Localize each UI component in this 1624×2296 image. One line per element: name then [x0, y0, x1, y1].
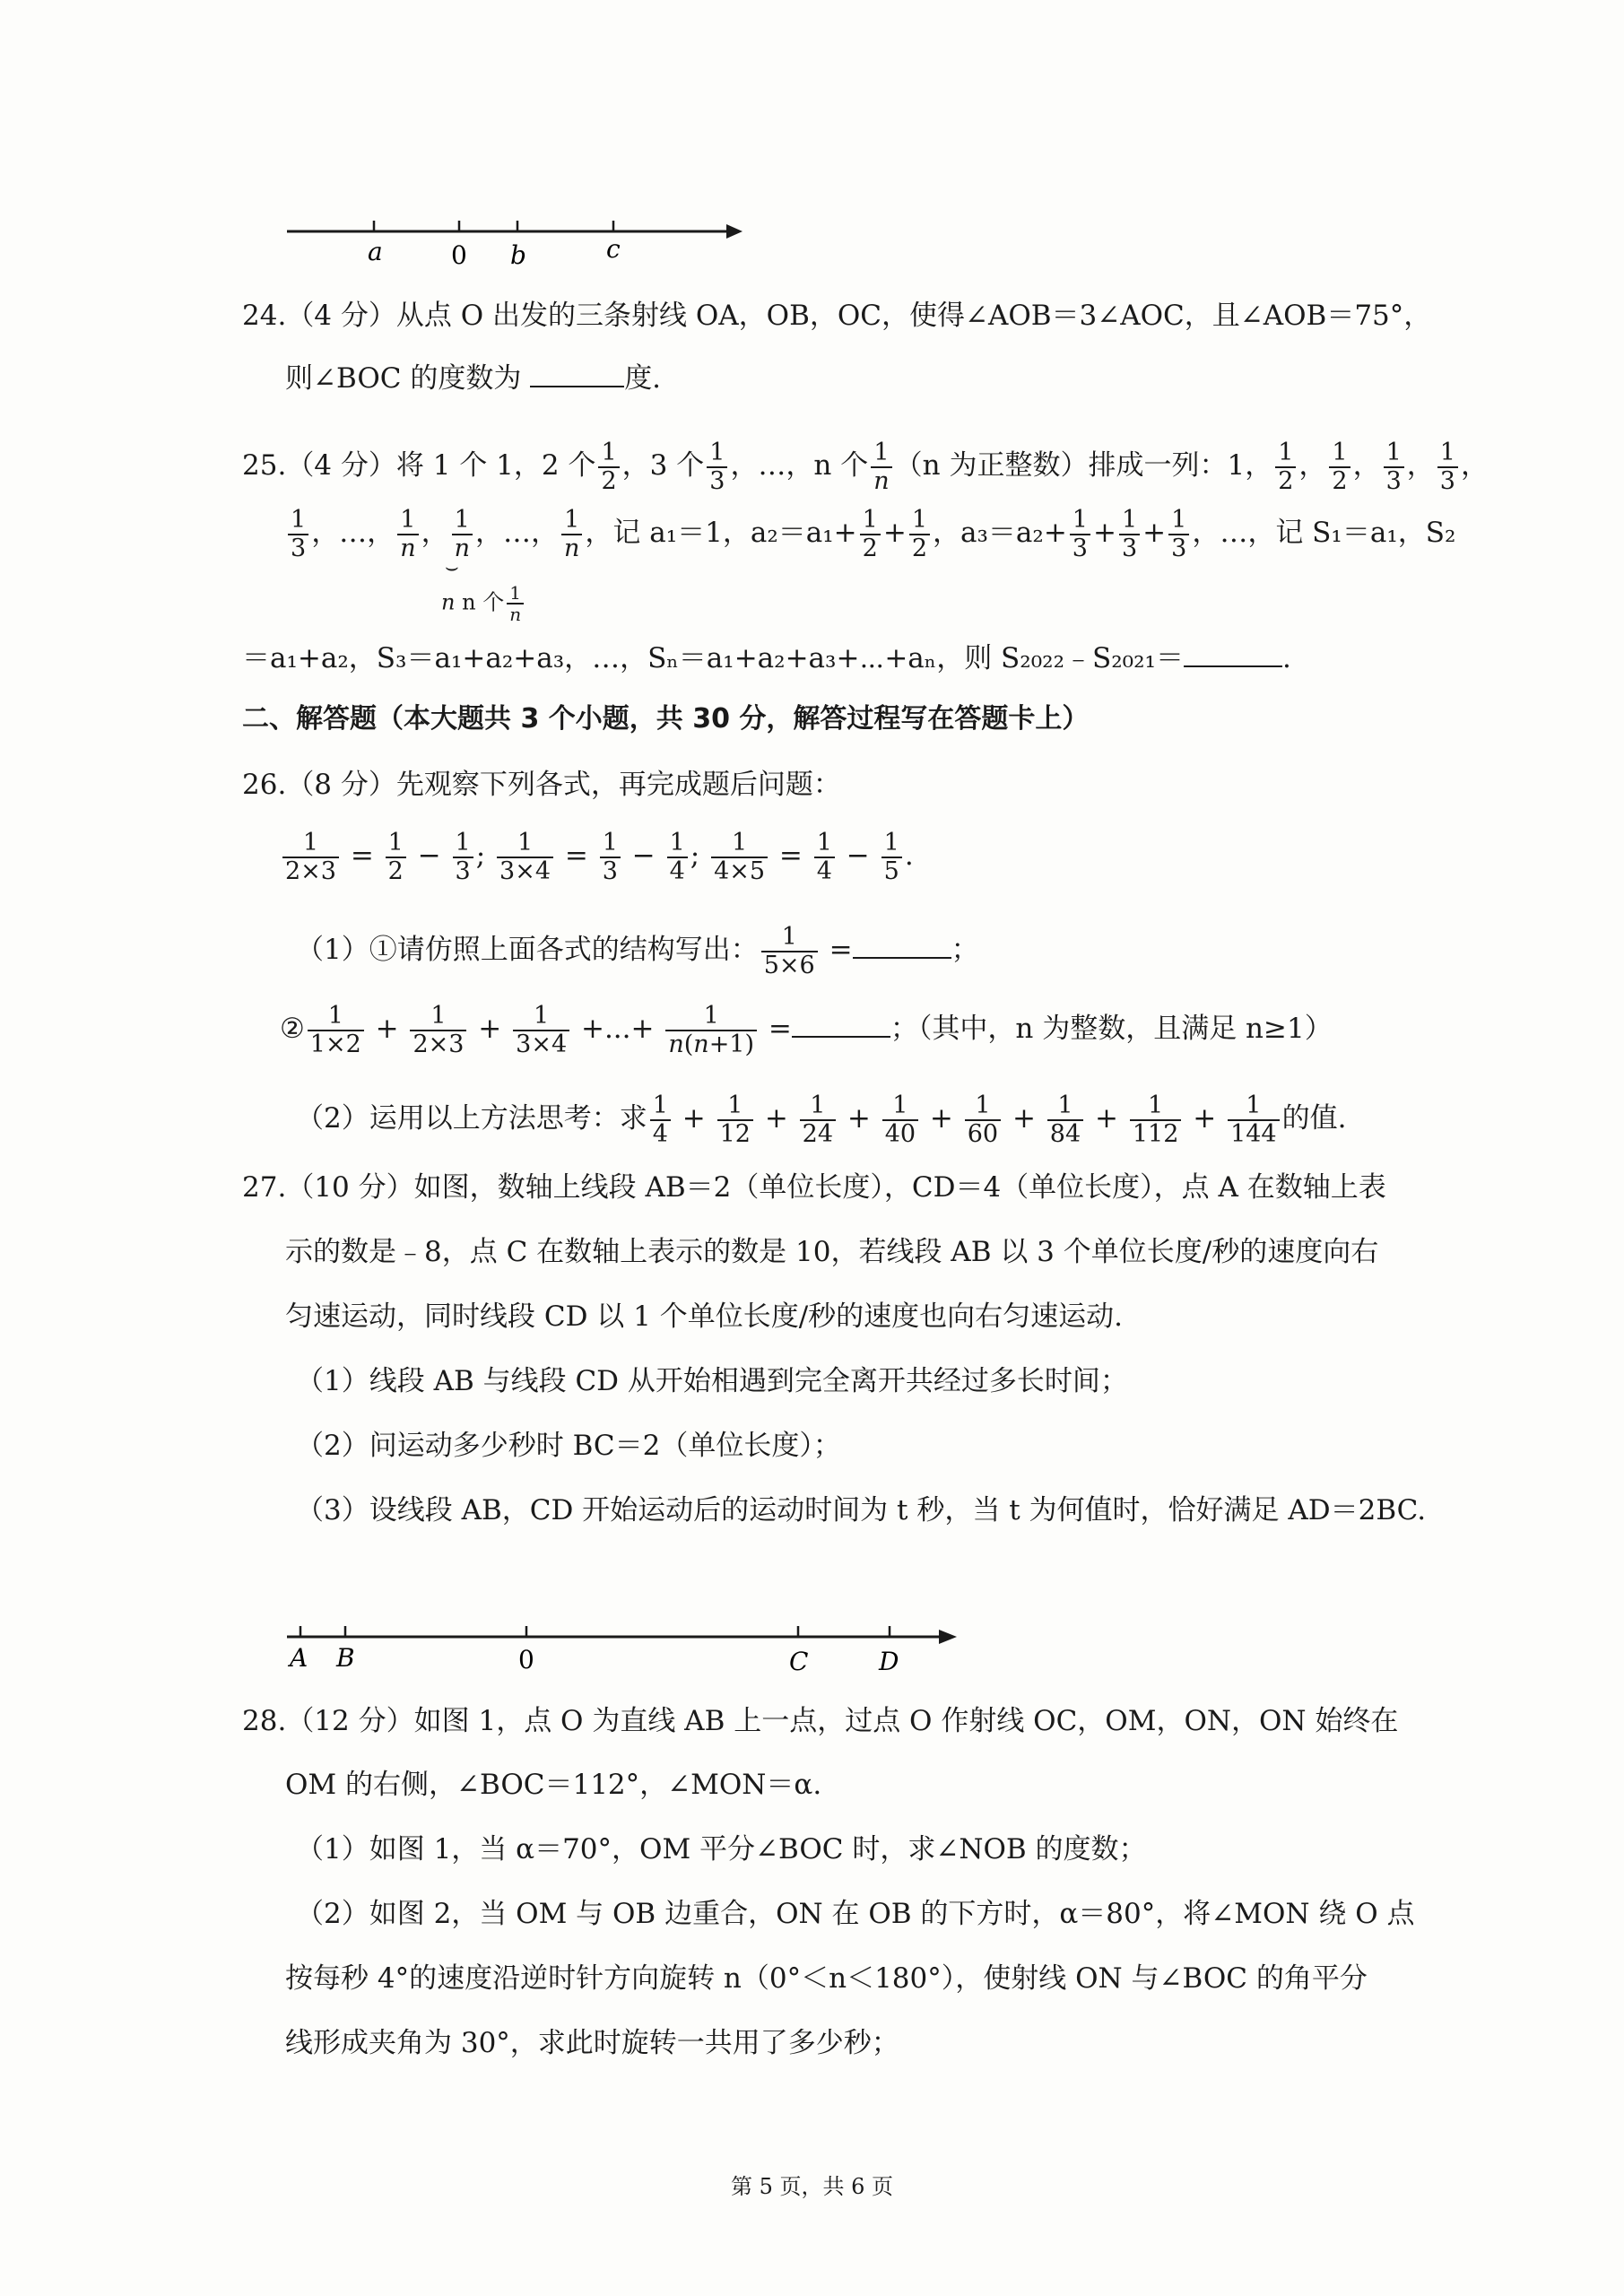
p3-f2: $\frac{1}{12}$ — [717, 1092, 753, 1147]
p3-f8: $\frac{1}{144}$ — [1228, 1092, 1280, 1147]
q27-sub1: （1）线段 AB 与线段 CD 从开始相遇到完全离开共经过多长时间； — [296, 1365, 1128, 1397]
frac-1-3: $\frac{1}{3}$ — [707, 439, 727, 494]
ex2-b: $\frac{1}{4}$ — [667, 830, 688, 884]
q24-text2: 则∠BOC 的度数为 — [285, 362, 522, 395]
q24-line2 — [285, 359, 1442, 398]
frac-1-2: $\frac{1}{2}$ — [598, 439, 619, 494]
tick-label-b: b — [510, 240, 526, 270]
p3-f4: $\frac{1}{40}$ — [882, 1092, 918, 1147]
q25-text-b: ，3 个 — [621, 449, 705, 483]
q25-brace-label: n n 个 $\frac{1}{n}$ — [441, 583, 526, 624]
frac-seq-n2: $\frac{1}{n}$ — [452, 507, 473, 561]
frac-seq-n1: $\frac{1}{n}$ — [397, 507, 418, 561]
q27-number: 27. — [242, 1171, 287, 1204]
q25-answer-blank[interactable] — [1184, 639, 1282, 667]
p3-f6: $\frac{1}{84}$ — [1047, 1092, 1083, 1147]
p2-frac3: $\frac{1}{3\times 4}$ — [513, 1003, 569, 1057]
p3-f7: $\frac{1}{112}$ — [1130, 1092, 1182, 1147]
q28-text1: 如图 1，点 O 为直线 AB 上一点，过点 O 作射线 OC，OM，ON，ON 始终在 — [413, 1705, 1399, 1737]
ex1-a: $\frac{1}{2}$ — [386, 830, 406, 884]
frac-a3-3: $\frac{1}{3}$ — [1168, 507, 1189, 561]
q26-p2-blank[interactable] — [792, 1009, 890, 1038]
q26-part2: ② $\frac{1}{1\times 2}$ + $\frac{1}{2\times 3}$ + $\frac{1}{3\times 4}$ +...+ $\frac{1}{n(n+1)}$ = ；（其中，n 为整数，且满足 n≥1） — [280, 1002, 1333, 1058]
frac-seq-4: $\frac{1}{3}$ — [1437, 439, 1458, 494]
tick-label-B: B — [336, 1643, 355, 1673]
q24-text1: 从点 O 出发的三条射线 OA，OB，OC，使得∠AOB＝3∠AOC，且∠AOB＝75°， — [395, 300, 1432, 332]
q26-p1-blank[interactable] — [853, 930, 951, 959]
ex1-b: $\frac{1}{3}$ — [453, 830, 473, 884]
q25-text-h: ＝a₁+a₂，S₃＝a₁+a₂+a₃，…，Sₙ＝a₁+a₂+a₃+⋯+aₙ，则 S₂₀₂₂﹣S₂₀₂₁＝ — [242, 642, 1184, 674]
q26-p2-note: ；（其中，n 为整数，且满足 n≥1） — [890, 1013, 1333, 1046]
q28-sub1: （1）如图 1，当 α＝70°，OM 平分∠BOC 时，求∠NOB 的度数； — [296, 1833, 1147, 1866]
q25-brace-text: n 个 — [462, 589, 505, 615]
q25-text-f: ，a₃＝a₂+ — [933, 517, 1067, 550]
q26-examples: $\frac{1}{2\times 3}$ = $\frac{1}{2}$ − $\frac{1}{3}$ ; $\frac{1}{3\times 4}$ = $\frac{1}{3}$ − $\frac{1}{4}$ ; $\frac{1}{4\times 5}$ = $\frac{1}{4}$ − $\frac{1}{5}$ . — [280, 830, 1437, 884]
q27-sub3: （3）设线段 AB，CD 开始运动后的运动时间为 t 秒，当 t 为何值时，恰好满足 AD＝2BC. — [296, 1494, 1427, 1526]
frac-seq-2: $\frac{1}{2}$ — [1329, 439, 1350, 494]
q26-p2-label: ② — [280, 1013, 305, 1046]
p1-frac: $\frac{1}{5\times 6}$ — [761, 924, 818, 978]
ex3-lhs: $\frac{1}{4\times 5}$ — [711, 830, 768, 884]
q26-p3-label: （2）运用以上方法思考：求 — [296, 1102, 647, 1135]
q24-text2-end: 度. — [624, 362, 662, 395]
tick-label-D: D — [879, 1647, 899, 1676]
q25-text-a: 将 1 个 1，2 个 — [395, 449, 596, 483]
section-2-heading: 二、解答题（本大题共 3 个小题，共 30 分，解答过程写在答题卡上） — [242, 703, 1090, 735]
q27-sub2: （2）问运动多少秒时 BC＝2（单位长度）； — [296, 1430, 841, 1462]
frac-seq-1: $\frac{1}{2}$ — [1275, 439, 1296, 494]
tick-label-0: 0 — [451, 240, 467, 270]
frac-a2-1: $\frac{1}{2}$ — [860, 507, 881, 561]
p3-f3: $\frac{1}{24}$ — [800, 1092, 836, 1147]
frac-seq-5: $\frac{1}{3}$ — [288, 507, 308, 561]
q24-line1 — [242, 296, 1432, 335]
page-footer: 第 5 页，共 6 页 — [730, 2174, 894, 2199]
frac-brace: $\frac{1}{n}$ — [507, 583, 524, 624]
q28-line1 — [242, 1701, 1399, 1741]
q25-line3 — [242, 639, 1399, 678]
frac-seq-n3: $\frac{1}{n}$ — [561, 507, 582, 561]
q25-text-e: ，记 a₁＝1，a₂＝a₁+ — [585, 517, 857, 550]
q24-answer-blank[interactable] — [530, 359, 624, 387]
p2-frac1: $\frac{1}{1\times 2}$ — [308, 1003, 364, 1057]
q25-underbrace: ⌣ — [445, 554, 459, 579]
frac-seq-3: $\frac{1}{3}$ — [1384, 439, 1404, 494]
q26-score: （8 分） — [286, 769, 396, 801]
q27-text1: 如图，数轴上线段 AB＝2（单位长度），CD＝4（单位长度），点 A 在数轴上表 — [413, 1171, 1386, 1204]
q27-line2: 示的数是﹣8，点 C 在数轴上表示的数是 10，若线段 AB 以 3 个单位长度/秒的速度向右 — [285, 1236, 1379, 1268]
q27-score: （10 分） — [286, 1171, 414, 1204]
ex2-a: $\frac{1}{3}$ — [600, 830, 621, 884]
p2-fracn: $\frac{1}{n(n+1)}$ — [665, 1003, 757, 1057]
tick-label-A: A — [290, 1643, 308, 1673]
number-line-2 — [282, 1614, 964, 1682]
tick-label-c: c — [606, 234, 621, 264]
q28-line2: OM 的右侧，∠BOC＝112°，∠MON＝α. — [285, 1769, 822, 1801]
q25-text-d: （n 为正整数）排成一列：1， — [894, 449, 1273, 483]
ex3-b: $\frac{1}{5}$ — [881, 830, 902, 884]
q26-number: 26. — [242, 769, 287, 801]
q25-text-end: . — [1281, 642, 1291, 674]
frac-1-n: $\frac{1}{n}$ — [871, 439, 891, 494]
q24-score: （4 分） — [286, 300, 396, 332]
frac-a3-2: $\frac{1}{3}$ — [1119, 507, 1140, 561]
q26-part1: （1）①请仿照上面各式的结构写出： $\frac{1}{5\times 6}$ = ； — [296, 923, 979, 979]
q28-score: （12 分） — [286, 1705, 414, 1737]
q25-text-c: ，…，n 个 — [730, 449, 869, 483]
tick-label-C: C — [789, 1647, 809, 1676]
q26-p3-end: 的值. — [1281, 1102, 1347, 1135]
tick-label-0: 0 — [518, 1645, 534, 1674]
q25-text-g: ，…，记 S₁＝a₁，S₂ — [1192, 517, 1456, 550]
q25-number: 25. — [242, 449, 287, 483]
q24-number: 24. — [242, 300, 287, 332]
q28-sub2-line3: 线形成夹角为 30°，求此时旋转一共用了多少秒； — [285, 2027, 899, 2059]
q25-line2: $\frac{1}{3}$ ，…， $\frac{1}{n}$ ， $\frac{1}{n}$ ，…， $\frac{1}{n}$ ，记 a₁＝1，a₂＝a₁+ $\frac{1}{2}$ + $\frac{1}{2}$ ，a₃＝a₂+ $\frac{1}{3}$ + $\frac{1}{3}$ + $\frac{1}{3}$ ，…，记 S₁＝a₁，S₂ — [285, 507, 1442, 561]
tick-label-a: a — [368, 237, 383, 266]
q28-sub2-line2: 按每秒 4°的速度沿逆时针方向旋转 n（0°＜n＜180°），使射线 ON 与∠BOC 的角平分 — [285, 1962, 1368, 1995]
q27-line1 — [242, 1168, 1399, 1207]
q26-p1-label: （1）①请仿照上面各式的结构写出： — [296, 934, 759, 967]
q25-text-mid: ，…， — [311, 517, 395, 550]
q27-line3: 匀速运动，同时线段 CD 以 1 个单位长度/秒的速度也向右匀速运动. — [285, 1300, 1124, 1333]
q26-line1 — [242, 765, 1399, 804]
p2-frac2: $\frac{1}{2\times 3}$ — [410, 1003, 466, 1057]
q28-sub2-line1: （2）如图 2，当 OM 与 OB 边重合，ON 在 OB 的下方时，α＝80°，将∠MON 绕 O 点 — [296, 1898, 1415, 1930]
frac-a2-2: $\frac{1}{2}$ — [909, 507, 930, 561]
p3-f5: $\frac{1}{60}$ — [965, 1092, 1001, 1147]
q25-line1: 25.（4 分）将 1 个 1，2 个 $\frac{1}{2}$ ，3 个 $\frac{1}{3}$ ，…，n 个 $\frac{1}{n}$ （n 为正整数）排成一列：1， $\frac{1}{2}$ ， $\frac{1}{2}$ ， $\frac{1}{3}$ ， $\frac{1}{3}$ ， — [242, 439, 1489, 495]
ex1-lhs: $\frac{1}{2\times 3}$ — [282, 830, 339, 884]
q26-intro: 先观察下列各式，再完成题后问题： — [395, 769, 841, 801]
ex3-a: $\frac{1}{4}$ — [814, 830, 835, 884]
ex2-lhs: $\frac{1}{3\times 4}$ — [497, 830, 553, 884]
frac-a3-1: $\frac{1}{3}$ — [1070, 507, 1090, 561]
number-line-1 — [278, 206, 762, 274]
q26-part3: （2）运用以上方法思考：求 $\frac{1}{4}$ + $\frac{1}{12}$ + $\frac{1}{24}$ + $\frac{1}{40}$ + $\frac{1}{60}$ + $\frac{1}{84}$ + $\frac{1}{112}$ + $\frac{1}{144}$ 的值. — [296, 1091, 1347, 1148]
q25-score: （4 分） — [286, 449, 396, 483]
p3-f1: $\frac{1}{4}$ — [650, 1092, 671, 1147]
q28-number: 28. — [242, 1705, 287, 1737]
